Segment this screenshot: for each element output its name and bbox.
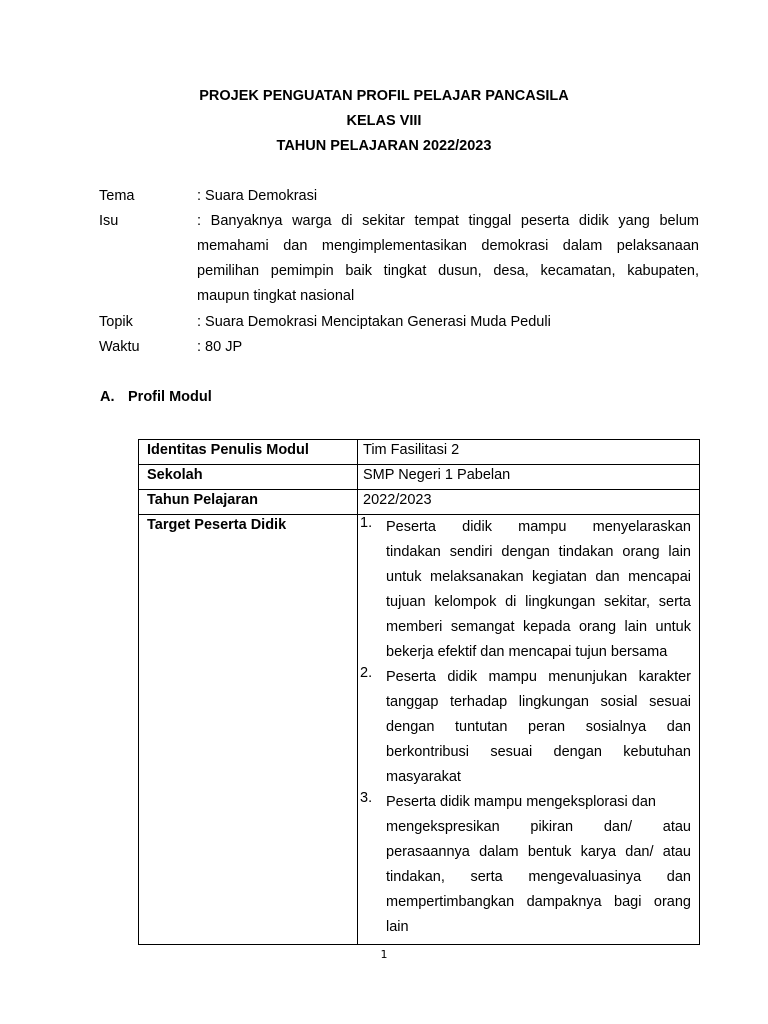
topik-label: Topik [99,314,133,330]
list-line: perasaannya dalam bentuk karya dan/ atau [386,844,691,860]
row-label-sekolah: Sekolah [139,465,358,490]
list-item [358,790,699,940]
topik-value: : Suara Demokrasi Menciptakan Generasi Muda Peduli [197,314,551,330]
list-line: untuk melaksanakan kegiatan dan mencapai [386,569,691,585]
waktu-label: Waktu [99,339,140,355]
class-title: KELAS VIII [346,113,422,129]
list-number: 1. [360,515,373,531]
list-line: Peserta didik mampu menunjukan karakter [386,669,691,685]
list-line: bekerja efektif dan mencapai tujun bersama [386,644,668,660]
list-line: masyarakat [386,769,461,785]
table-row [139,440,700,465]
list-line: Peserta didik mampu mengeksplorasi dan [386,794,656,810]
isu-line-4: maupun tingkat nasional [197,288,355,304]
school-year-title: TAHUN PELAJARAN 2022/2023 [276,138,492,154]
list-line: tujuan kelompok di lingkungan sekitar, serta [386,594,691,610]
page-number: 1 [380,948,388,961]
section-letter: A. [100,389,115,405]
list-line: memberi semangat kepada orang lain untuk [386,619,691,635]
list-line: tindakan sendiri dengan tindakan orang lain [386,544,691,560]
tema-label: Tema [99,188,135,204]
isu-line-3: pemilihan pemimpin baik tingkat dusun, desa, kecamatan, kabupaten, [197,263,699,279]
target-list [358,515,699,940]
row-label-penulis: Identitas Penulis Modul [139,440,358,465]
list-number: 2. [360,665,373,681]
row-label-tahun: Tahun Pelajaran [139,490,358,515]
section-heading [100,389,212,405]
list-line: dengan tuntutan peran sosialnya dan [386,719,691,735]
list-line: tanggap terhadap lingkungan sosial sesuai [386,694,691,710]
list-item [358,665,699,790]
isu-line-2: memahami dan mengimplementasikan demokrasi dalam pelaksanaan [197,238,699,254]
list-line: Peserta didik mampu menyelaraskan [386,519,691,535]
target-list-cell [358,515,700,945]
document-title: PROJEK PENGUATAN PROFIL PELAJAR PANCASILA [199,88,569,104]
row-value-tahun: 2022/2023 [358,490,700,515]
list-line: lain [386,919,409,935]
list-number: 3. [360,790,373,806]
table-row [139,490,700,515]
isu-label: Isu [99,213,119,229]
table-row [139,465,700,490]
isu-line-1: : Banyaknya warga di sekitar tempat tinggal peserta didik yang belum [197,213,699,229]
list-line: berkontribusi sesuai dengan kebutuhan [386,744,691,760]
table-row [139,515,700,945]
row-value-penulis: Tim Fasilitasi 2 [358,440,700,465]
list-line: mengekspresikan pikiran dan/ atau [386,819,691,835]
row-value-sekolah: SMP Negeri 1 Pabelan [358,465,700,490]
row-label-target: Target Peserta Didik [139,515,358,945]
profil-modul-table [138,439,700,945]
list-item [358,515,699,665]
list-line: mempertimbangkan dampaknya bagi orang [386,894,691,910]
section-title: Profil Modul [128,389,212,405]
waktu-value: : 80 JP [197,339,243,355]
list-line: tindakan, serta mengevaluasinya dan [386,869,691,885]
tema-value: : Suara Demokrasi [197,188,318,204]
